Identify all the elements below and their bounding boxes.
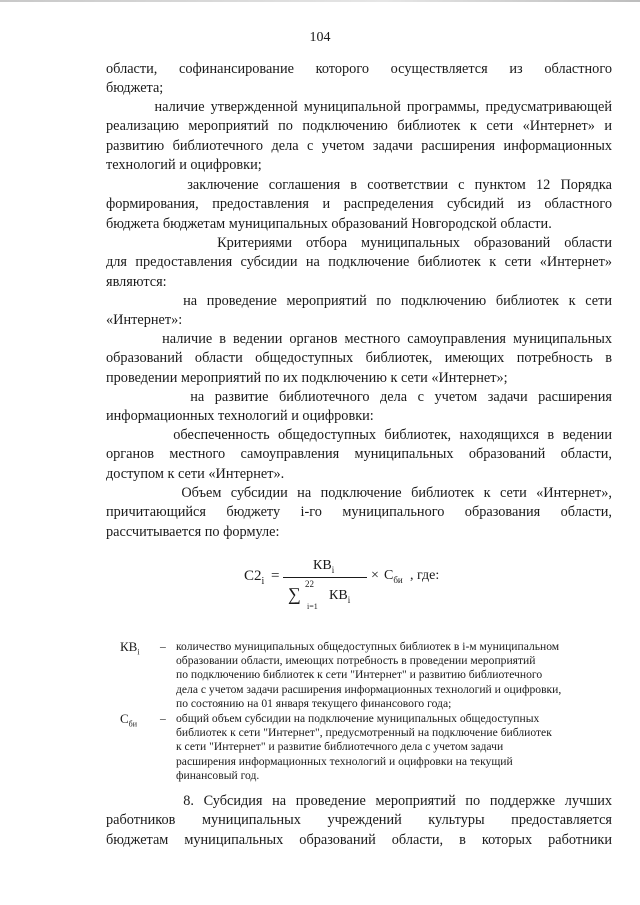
formula-lhs-sub: i xyxy=(261,576,265,587)
formula-sum-symbol: ∑ xyxy=(288,584,301,604)
formula-numerator-text: КВ xyxy=(313,558,332,573)
text-line: Критериями отбора муниципальных образований области xyxy=(106,235,612,251)
definition-cbi xyxy=(120,712,620,784)
formula-multiplier-sub: би xyxy=(393,574,403,585)
paragraph xyxy=(106,484,612,542)
text-line: «Интернет»: xyxy=(106,312,183,329)
paragraph xyxy=(106,388,612,427)
definition-symbol-sub: би xyxy=(128,719,138,729)
definition-text xyxy=(176,640,616,711)
text-line: органов местного самоуправления муниципальных образований области, xyxy=(106,446,612,463)
definition-symbol xyxy=(120,640,140,660)
text-line: бюджетам муниципальных образований области, в которых работники xyxy=(106,831,612,848)
paragraph xyxy=(106,426,612,484)
text-line: наличие в ведении органов местного самоуправления муниципальных xyxy=(106,331,612,347)
text-line: области, софинансирование которого осуществляется из областного xyxy=(106,61,612,77)
formula-numerator-sub: i xyxy=(331,564,335,575)
text-line: на развитие библиотечного дела с учетом задачи расширения xyxy=(106,389,612,405)
paragraph xyxy=(106,234,612,292)
definition-line: общий объем субсидии на подключение муниципальных общедоступных xyxy=(176,712,540,725)
text-line: технологий и оцифровки; xyxy=(106,157,262,174)
definition-line: по состоянию на 01 января текущего финансового года; xyxy=(176,696,452,710)
text-line: рассчитывается по формуле: xyxy=(106,523,280,540)
paragraph xyxy=(106,330,612,388)
definition-text xyxy=(176,712,616,783)
text-line: формирования, предоставления и распределения субсидий из областного xyxy=(106,196,612,213)
formula-times: × xyxy=(371,568,379,583)
text-line: для предоставления субсидии на подключение библиотек к сети «Интернет» xyxy=(106,254,612,271)
formula-lhs xyxy=(244,568,264,587)
text-line: являются: xyxy=(106,273,167,290)
definition-line: к сети "Интернет" и развитие библиотечного дела с учетом задачи xyxy=(176,740,504,754)
definition-line: количество муниципальных общедоступных библиотек в i-м муниципальном xyxy=(176,640,560,653)
paragraph xyxy=(106,60,612,99)
text-line: Объем субсидии на подключение библиотек к сети «Интернет», xyxy=(106,485,612,501)
definition-dash: – xyxy=(160,640,166,653)
formula-multiplier-text: С xyxy=(384,568,394,583)
definition-kvi xyxy=(120,640,620,712)
text-line: 8. Субсидия на проведение мероприятий по поддержке лучших xyxy=(106,793,612,809)
text-line: информационных технологий и оцифровки: xyxy=(106,408,374,425)
text-line: заключение соглашения в соответствии с пунктом 12 Порядка xyxy=(106,177,612,193)
page-number: 104 xyxy=(309,30,331,45)
definition-dash: – xyxy=(160,712,166,725)
formula-numerator xyxy=(313,558,334,575)
paragraph xyxy=(106,292,612,331)
text-line: бюджета бюджетам муниципальных образований Новгородской области. xyxy=(106,215,552,232)
paragraph xyxy=(106,98,612,176)
text-line: доступом к сети «Интернет». xyxy=(106,465,285,482)
formula-equals: = xyxy=(271,568,280,584)
text-line: наличие утвержденной муниципальной программы, предусматривающей xyxy=(106,99,612,115)
text-line: причитающийся бюджету i-го муниципального образования области, xyxy=(106,504,612,521)
text-line: проведении мероприятий по их подключению к сети «Интернет»; xyxy=(106,369,508,386)
text-line: обеспеченность общедоступных библиотек, находящихся в ведении xyxy=(106,427,612,443)
definition-symbol-sub: i xyxy=(137,647,140,657)
paragraph xyxy=(106,176,612,234)
formula-denominator-sub: i xyxy=(347,594,351,605)
definition-symbol xyxy=(120,712,137,732)
definition-line: образовании области, имеющих потребность в проведении мероприятий xyxy=(176,654,536,668)
definition-symbol-text: КВ xyxy=(120,639,138,654)
formula-denominator xyxy=(329,588,350,605)
text-line: реализацию мероприятий по подключению библиотек к сети «Интернет» и xyxy=(106,118,612,135)
formula-multiplier xyxy=(384,568,403,585)
formula-sum-upper: 22 xyxy=(305,579,314,589)
text-line: образований области общедоступных библиотек, имеющих потребность в xyxy=(106,350,612,367)
formula-tail: , где: xyxy=(410,568,440,583)
definition-line: расширения информационных технологий и оцифровки на текущий xyxy=(176,754,513,768)
text-line: работников муниципальных учреждений культуры предоставляется xyxy=(106,812,612,829)
definition-line: дела с учетом задачи расширения информационных технологий и оцифровки, xyxy=(176,682,562,696)
fraction-bar xyxy=(283,577,367,578)
text-line: развитию библиотечного дела с учетом задачи расширения информационных xyxy=(106,137,612,154)
text-line: бюджета; xyxy=(106,80,164,97)
subsidy-formula xyxy=(0,558,640,618)
paragraph-section-8 xyxy=(106,792,612,850)
definition-line: финансовый год. xyxy=(176,768,260,782)
formula-sum-lower: i=1 xyxy=(307,602,318,611)
definition-symbol-text: С xyxy=(120,711,129,726)
formula-lhs-text: С2 xyxy=(244,568,262,584)
definition-line: библиотек к сети "Интернет", предусмотренный на подключение библиотек xyxy=(176,726,552,740)
scan-edge-line xyxy=(0,0,640,2)
formula-denominator-text: КВ xyxy=(329,588,348,603)
definition-line: по подключению библиотек к сети "Интернет" и развитию библиотечного xyxy=(176,668,543,682)
text-line: на проведение мероприятий по подключению библиотек к сети xyxy=(106,293,612,309)
